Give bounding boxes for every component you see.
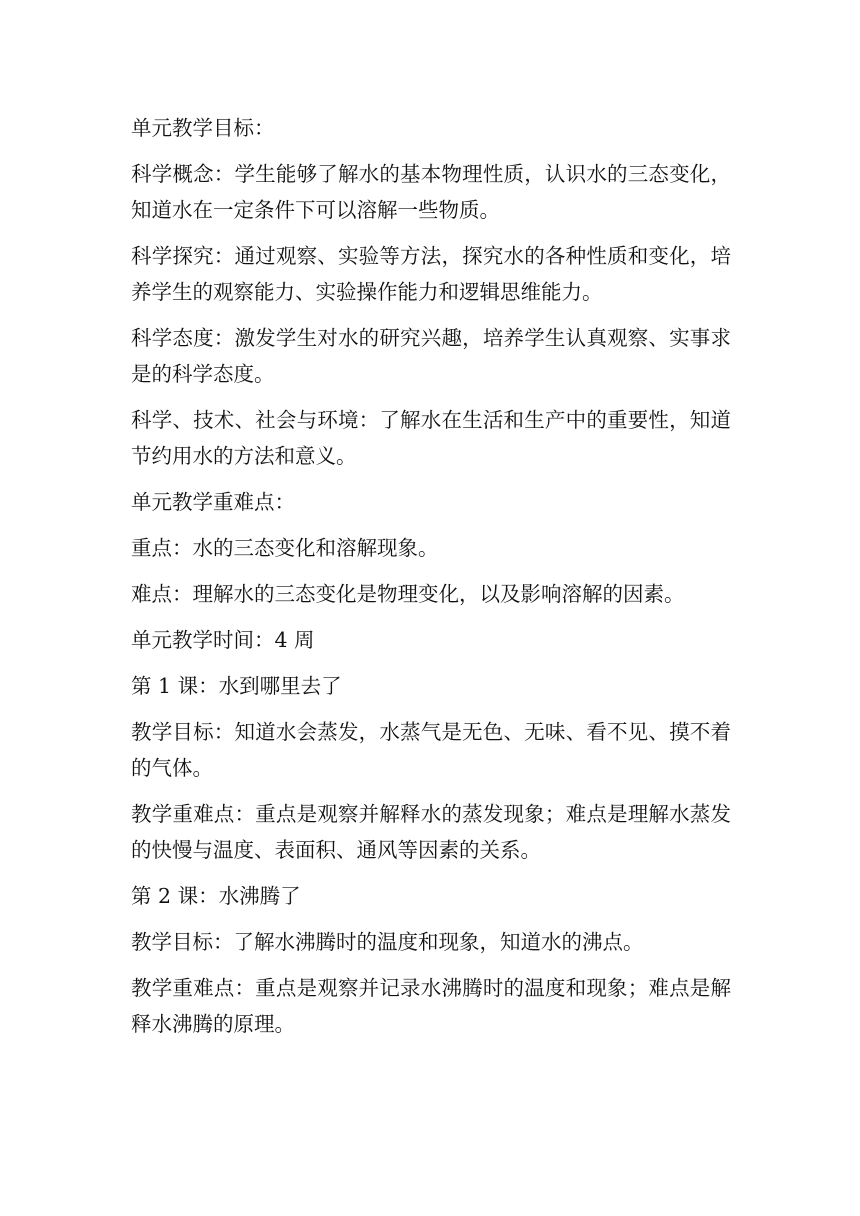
document-body [131,110,731,1052]
unit-duration-paragraph: 单元教学时间：4 周 [131,628,315,652]
stse-paragraph: 科学、技术、社会与环境：了解水在生活和生产中的重要性，知道节约用水的方法和意义。 [131,408,731,468]
science-concept-paragraph: 科学概念：学生能够了解水的基本物理性质，认识水的三态变化，知道水在一定条件下可以溶解一些物质。 [131,162,731,222]
unit-key-points-heading: 单元教学重难点： [131,490,295,514]
science-attitude-paragraph: 科学态度：激发学生对水的研究兴趣，培养学生认真观察、实事求是的科学态度。 [131,326,731,386]
unit-objectives-heading: 单元教学目标： [131,116,275,140]
lesson-2-objective: 教学目标：了解水沸腾时的温度和现象，知道水的沸点。 [131,930,644,954]
lesson-2-key-points: 教学重难点：重点是观察并记录水沸腾时的温度和现象；难点是解释水沸腾的原理。 [131,976,731,1036]
science-inquiry-paragraph: 科学探究：通过观察、实验等方法，探究水的各种性质和变化，培养学生的观察能力、实验操作能力和逻辑思维能力。 [131,244,731,304]
lesson-2-title: 第 2 课：水沸腾了 [131,884,301,908]
lesson-1-title: 第 1 课：水到哪里去了 [131,674,342,698]
lesson-1-key-points: 教学重难点：重点是观察并解释水的蒸发现象；难点是理解水蒸发的快慢与温度、表面积、通风等因素的关系。 [131,802,731,862]
key-point-paragraph: 重点：水的三态变化和溶解现象。 [131,536,439,560]
lesson-1-objective: 教学目标：知道水会蒸发，水蒸气是无色、无味、看不见、摸不着的气体。 [131,720,731,780]
difficulty-paragraph: 难点：理解水的三态变化是物理变化，以及影响溶解的因素。 [131,582,685,606]
